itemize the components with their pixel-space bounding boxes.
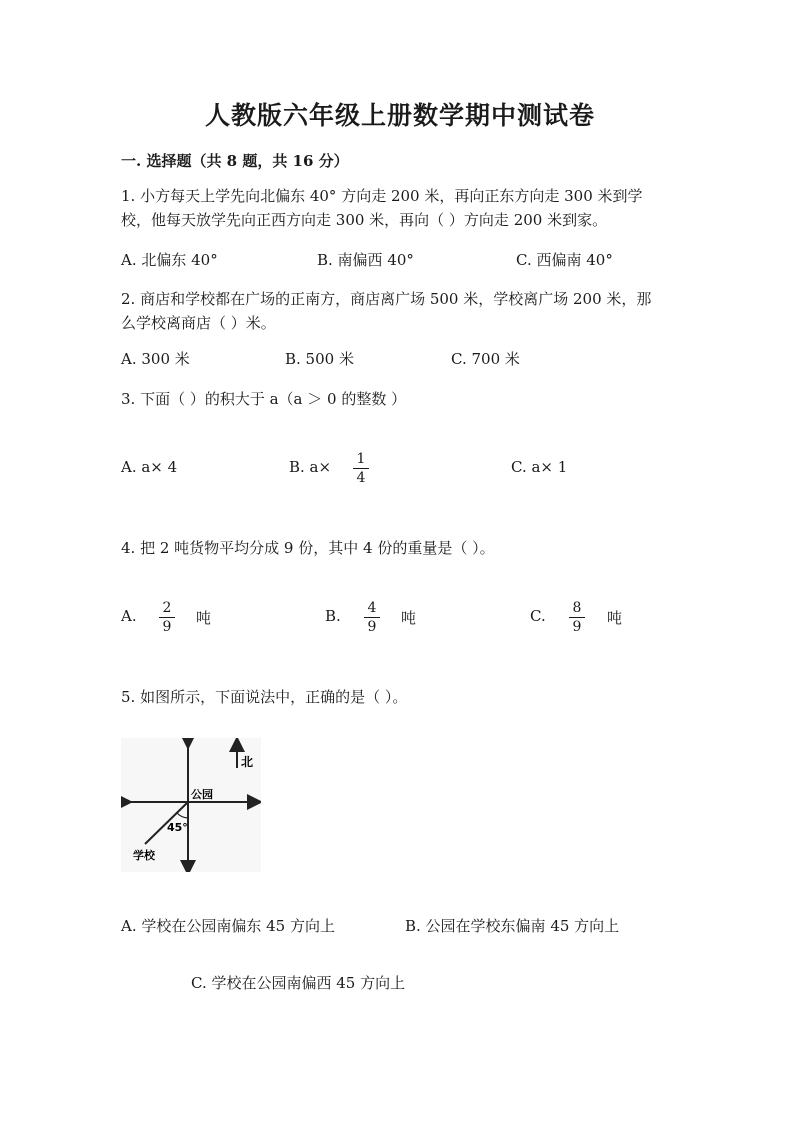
question-2-option-a: A. 300 米 bbox=[121, 350, 190, 368]
question-3-line-1: 3. 下面（ ）的积大于 a（a ＞ 0 的整数 ） bbox=[121, 390, 407, 408]
question-1-line-1: 1. 小方每天上学先向北偏东 40° 方向走 200 米，再向正东方向走 300 米到学 bbox=[121, 187, 643, 205]
fraction-denominator: 9 bbox=[572, 619, 582, 635]
question-4-option-a-fraction bbox=[159, 599, 175, 636]
question-4-option-c-unit: 吨 bbox=[607, 609, 623, 627]
question-3-option-c: C. a× 1 bbox=[511, 458, 568, 476]
section-heading: 一. 选择题（共 8 题，共 16 分） bbox=[121, 152, 349, 170]
question-4-option-c-label: C. bbox=[530, 607, 546, 625]
page-title: 人教版六年级上册数学期中测试卷 bbox=[204, 101, 595, 130]
question-5-line-1: 5. 如图所示，下面说法中，正确的是（ ）。 bbox=[121, 688, 408, 706]
north-label: 北 bbox=[241, 755, 254, 769]
question-5-option-c: C. 学校在公园南偏西 45 方向上 bbox=[191, 974, 406, 992]
angle-label: 45° bbox=[167, 821, 188, 834]
question-1-option-c: C. 西偏南 40° bbox=[516, 251, 613, 269]
question-4-option-a-label: A. bbox=[121, 607, 137, 625]
question-1-option-b: B. 南偏西 40° bbox=[317, 251, 414, 269]
direction-diagram-svg bbox=[121, 738, 261, 872]
fraction-denominator: 9 bbox=[162, 619, 172, 635]
question-3-option-b-fraction bbox=[353, 450, 369, 487]
fraction-denominator: 9 bbox=[367, 619, 377, 635]
park-label: 公园 bbox=[191, 788, 213, 801]
question-4-option-c-fraction bbox=[569, 599, 585, 636]
question-5-option-a: A. 学校在公园南偏东 45 方向上 bbox=[121, 917, 335, 935]
question-4-option-a-unit: 吨 bbox=[196, 609, 212, 627]
question-5-option-b: B. 公园在学校东偏南 45 方向上 bbox=[405, 917, 620, 935]
question-1-option-a: A. 北偏东 40° bbox=[121, 251, 218, 269]
question-1-line-2: 校，他每天放学先向正西方向走 300 米，再向（ ）方向走 200 米到家。 bbox=[121, 211, 608, 229]
fraction-numerator: 2 bbox=[159, 599, 175, 618]
question-4-line-1: 4. 把 2 吨货物平均分成 9 份，其中 4 份的重量是（ ）。 bbox=[121, 539, 495, 557]
question-2-option-c: C. 700 米 bbox=[451, 350, 520, 368]
question-4-option-b-unit: 吨 bbox=[401, 609, 417, 627]
question-3-option-a: A. a× 4 bbox=[121, 458, 178, 476]
direction-diagram bbox=[121, 738, 261, 872]
fraction-denominator: 4 bbox=[356, 470, 366, 486]
school-label: 学校 bbox=[133, 849, 155, 862]
question-4-option-b-label: B. bbox=[325, 607, 341, 625]
question-2-option-b: B. 500 米 bbox=[285, 350, 354, 368]
fraction-numerator: 8 bbox=[569, 599, 585, 618]
question-3-option-b-prefix: B. a× bbox=[289, 458, 332, 476]
angle-arc bbox=[177, 813, 188, 818]
question-2-line-2: 么学校离商店（ ）米。 bbox=[121, 314, 276, 332]
question-4-option-b-fraction bbox=[364, 599, 380, 636]
question-2-line-1: 2. 商店和学校都在广场的正南方，商店离广场 500 米，学校离广场 200 米，那 bbox=[121, 290, 652, 308]
fraction-numerator: 1 bbox=[353, 450, 369, 469]
fraction-numerator: 4 bbox=[364, 599, 380, 618]
